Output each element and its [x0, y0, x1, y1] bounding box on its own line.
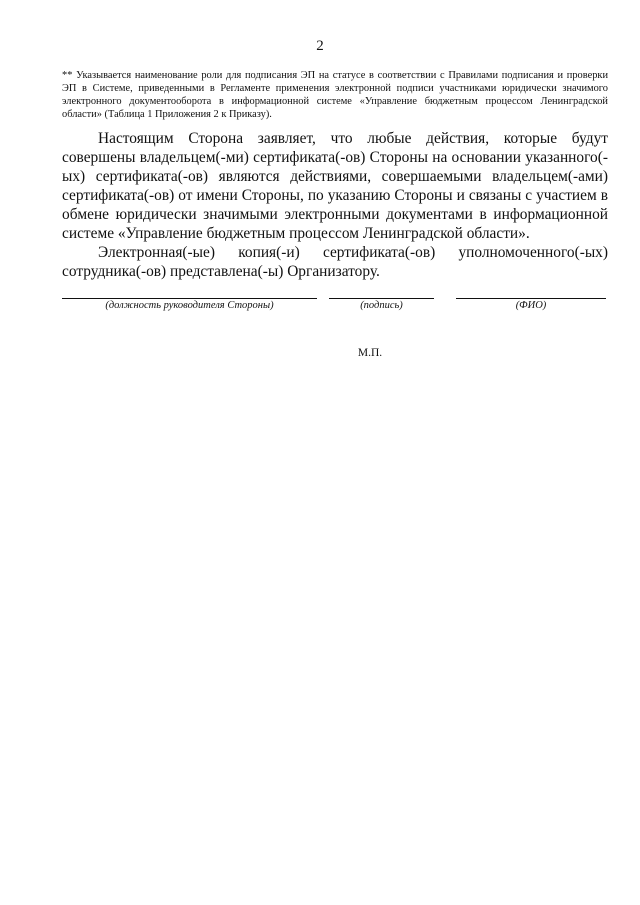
statement-paragraph: Настоящим Сторона заявляет, что любые действия, которые будут совершены владельцем(-ми) сертификата(-ов) Стороны на основании указанного(-ых) сертификата(-ов) являются действиями, совершаемыми владельцем(-ами) сертификата(-ов) от имени Стороны, по указанию Стороны и связаны с участием в обмене юридически значимыми электронными документами в информационной системе «Управление бюджетным процессом Ленинградской области». [62, 130, 608, 242]
position-caption: (должность руководителя Стороны) [105, 300, 274, 311]
position-signature-line [62, 298, 317, 299]
certificate-copy-paragraph: Электронная(-ые) копия(-и) сертификата(-ов) уполномоченного(-ых) сотрудника(-ов) представлена(-ы) Организатору. [62, 244, 608, 280]
stamp-placeholder: М.П. [357, 347, 383, 359]
footnote: ** Указывается наименование роли для подписания ЭП на статусе в соответствии с Правилами подписания и проверки ЭП в Системе, приведенными в Регламенте применения электронной подписи участниками юридически значимого электронного документооборота в информационной системе «Управление бюджетным процессом Ленинградской области» (Таблица 1 Приложения 2 к Приказу). [62, 70, 608, 121]
name-caption: (ФИО) [515, 300, 547, 311]
page-number: 2 [316, 38, 324, 54]
name-signature-line [456, 298, 606, 299]
document-body [62, 129, 608, 281]
signature-line [329, 298, 434, 299]
signature-caption: (подпись) [360, 300, 403, 311]
